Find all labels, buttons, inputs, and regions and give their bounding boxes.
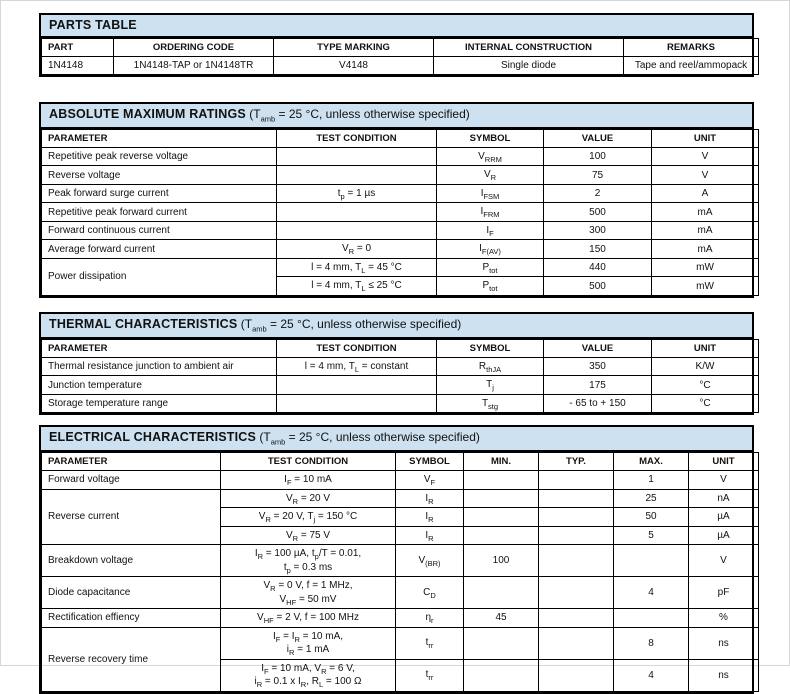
table-cell bbox=[277, 203, 437, 222]
table-cell: $I_F = I_R = 10$ mA, $i_R = 1$ mA bbox=[221, 627, 396, 659]
table-cell: V4148 bbox=[274, 57, 434, 75]
parts-table-section bbox=[39, 13, 754, 77]
table-cell: Storage temperature range bbox=[42, 394, 277, 413]
table-cell bbox=[539, 471, 614, 490]
table-row bbox=[42, 609, 759, 628]
header-row bbox=[42, 129, 759, 147]
column-header: INTERNAL CONSTRUCTION bbox=[434, 39, 624, 57]
table-cell: Tape and reel/ammopack bbox=[624, 57, 759, 75]
column-header: TYPE MARKING bbox=[274, 39, 434, 57]
table-cell: V bbox=[652, 147, 759, 166]
column-header: PARAMETER bbox=[42, 129, 277, 147]
table-cell bbox=[539, 545, 614, 577]
table-row bbox=[42, 221, 759, 240]
table-row bbox=[42, 166, 759, 185]
table-row bbox=[42, 545, 759, 577]
table-cell: 1 bbox=[614, 471, 689, 490]
table-row bbox=[42, 240, 759, 259]
table-cell: Breakdown voltage bbox=[42, 545, 221, 577]
table-cell: Repetitive peak reverse voltage bbox=[42, 147, 277, 166]
table-cell: µA bbox=[689, 508, 759, 527]
table-cell bbox=[539, 489, 614, 508]
table-cell: 300 bbox=[544, 221, 652, 240]
table-cell: mW bbox=[652, 258, 759, 277]
table-row bbox=[42, 489, 759, 508]
table-cell: 2 bbox=[544, 184, 652, 203]
table-row bbox=[42, 184, 759, 203]
data-table bbox=[41, 339, 759, 414]
table-cell: Power dissipation bbox=[42, 258, 277, 295]
table-title: ELECTRICAL CHARACTERISTICS bbox=[49, 430, 257, 445]
table-title-condition: ($T_{amb} = 25$ °C, unless otherwise specified) bbox=[245, 107, 470, 124]
absolute-maximum-ratings-section bbox=[39, 102, 754, 298]
table-row bbox=[42, 627, 759, 659]
table-cell: Forward continuous current bbox=[42, 221, 277, 240]
column-header: VALUE bbox=[544, 129, 652, 147]
column-header: UNIT bbox=[689, 453, 759, 471]
table-cell: 440 bbox=[544, 258, 652, 277]
table-row bbox=[42, 394, 759, 413]
table-title-band bbox=[41, 104, 752, 129]
column-header: MIN. bbox=[464, 453, 539, 471]
electrical-characteristics-section bbox=[39, 425, 754, 693]
table-cell bbox=[464, 471, 539, 490]
table-cell: 45 bbox=[464, 609, 539, 628]
table-cell: 100 bbox=[464, 545, 539, 577]
column-header: ORDERING CODE bbox=[114, 39, 274, 57]
table-cell: V bbox=[652, 166, 759, 185]
table-cell bbox=[539, 508, 614, 527]
column-header: VALUE bbox=[544, 339, 652, 357]
column-header: UNIT bbox=[652, 129, 759, 147]
column-header: UNIT bbox=[652, 339, 759, 357]
table-cell: mW bbox=[652, 277, 759, 296]
table-cell bbox=[539, 577, 614, 609]
table-cell bbox=[464, 659, 539, 691]
header-row bbox=[42, 453, 759, 471]
table-cell: $I_{FRM}$ bbox=[437, 203, 544, 222]
column-header: SYMBOL bbox=[396, 453, 464, 471]
table-cell: $I_R = 100$ µA, $t_p/T = 0.01$, $t_p = 0.3$ ms bbox=[221, 545, 396, 577]
table-cell: 4 bbox=[614, 577, 689, 609]
table-title: PARTS TABLE bbox=[49, 18, 137, 32]
table-cell: 8 bbox=[614, 627, 689, 659]
table-cell: Reverse voltage bbox=[42, 166, 277, 185]
thermal-characteristics-section bbox=[39, 312, 754, 415]
table-cell: °C bbox=[652, 376, 759, 395]
table-cell: Forward voltage bbox=[42, 471, 221, 490]
table-cell bbox=[277, 394, 437, 413]
table-cell: V bbox=[689, 545, 759, 577]
table-title-band bbox=[41, 314, 752, 339]
header-row bbox=[42, 39, 759, 57]
table-cell: $t_p = 1$ µs bbox=[277, 184, 437, 203]
table-row bbox=[42, 376, 759, 395]
table-cell: $T_{stg}$ bbox=[437, 394, 544, 413]
table-cell bbox=[277, 147, 437, 166]
table-cell: $V_R = 0$ V, f = 1 MHz, $V_{HF} = 50$ mV bbox=[221, 577, 396, 609]
table-cell: $t_{rr}$ bbox=[396, 659, 464, 691]
table-cell: % bbox=[689, 609, 759, 628]
table-cell: Diode capacitance bbox=[42, 577, 221, 609]
table-cell: °C bbox=[652, 394, 759, 413]
table-title-condition: ($T_{amb} = 25$ °C, unless otherwise specified) bbox=[256, 430, 480, 447]
table-cell: $P_{tot}$ bbox=[437, 277, 544, 296]
table-cell: A bbox=[652, 184, 759, 203]
column-header: TEST CONDITION bbox=[277, 339, 437, 357]
table-cell: Rectification effiency bbox=[42, 609, 221, 628]
table-cell bbox=[539, 609, 614, 628]
table-cell bbox=[464, 627, 539, 659]
table-cell: Peak forward surge current bbox=[42, 184, 277, 203]
table-cell: 75 bbox=[544, 166, 652, 185]
table-row bbox=[42, 203, 759, 222]
column-header: PARAMETER bbox=[42, 339, 277, 357]
table-cell: Single diode bbox=[434, 57, 624, 75]
table-title: THERMAL CHARACTERISTICS bbox=[49, 316, 238, 331]
table-row bbox=[42, 357, 759, 376]
table-cell: l = 4 mm, $T_L \le 25$ °C bbox=[277, 277, 437, 296]
table-cell: $I_F$ bbox=[437, 221, 544, 240]
table-cell bbox=[277, 221, 437, 240]
table-cell: l = 4 mm, $T_L = 45$ °C bbox=[277, 258, 437, 277]
table-cell: 100 bbox=[544, 147, 652, 166]
table-cell: 1N4148-TAP or 1N4148TR bbox=[114, 57, 274, 75]
data-table bbox=[41, 452, 759, 692]
table-cell bbox=[277, 166, 437, 185]
table-row bbox=[42, 577, 759, 609]
table-cell: $I_{FSM}$ bbox=[437, 184, 544, 203]
table-cell: Thermal resistance junction to ambient air bbox=[42, 357, 277, 376]
table-cell: Average forward current bbox=[42, 240, 277, 259]
table-cell: $V_{HF} = 2$ V, f = 100 MHz bbox=[221, 609, 396, 628]
column-header: MAX. bbox=[614, 453, 689, 471]
table-cell: mA bbox=[652, 203, 759, 222]
table-cell: mA bbox=[652, 240, 759, 259]
table-cell: 50 bbox=[614, 508, 689, 527]
data-table bbox=[41, 129, 759, 296]
table-cell: $\eta_r$ bbox=[396, 609, 464, 628]
table-cell: $V_F$ bbox=[396, 471, 464, 490]
table-cell: Repetitive peak forward current bbox=[42, 203, 277, 222]
table-cell: 25 bbox=[614, 489, 689, 508]
table-row bbox=[42, 471, 759, 490]
table-title: ABSOLUTE MAXIMUM RATINGS bbox=[49, 107, 246, 121]
table-cell: $V_R = 0$ bbox=[277, 240, 437, 259]
column-header: TYP. bbox=[539, 453, 614, 471]
table-cell: K/W bbox=[652, 357, 759, 376]
table-cell bbox=[464, 577, 539, 609]
table-cell bbox=[464, 508, 539, 527]
table-cell: - 65 to + 150 bbox=[544, 394, 652, 413]
column-header: SYMBOL bbox=[437, 129, 544, 147]
table-cell bbox=[614, 609, 689, 628]
table-cell: 500 bbox=[544, 277, 652, 296]
table-cell: 350 bbox=[544, 357, 652, 376]
table-cell bbox=[464, 526, 539, 545]
table-cell: $C_D$ bbox=[396, 577, 464, 609]
table-cell: $I_F = 10$ mA, $V_R = 6$ V, $i_R = 0.1$ x $I_R$, $R_L = 100$ Ω bbox=[221, 659, 396, 691]
table-cell: $V_R = 20$ V bbox=[221, 489, 396, 508]
table-cell: mA bbox=[652, 221, 759, 240]
table-cell: $T_j$ bbox=[437, 376, 544, 395]
table-cell: $V_{(BR)}$ bbox=[396, 545, 464, 577]
table-title-band bbox=[41, 427, 752, 452]
table-cell bbox=[539, 627, 614, 659]
header-row bbox=[42, 339, 759, 357]
table-row bbox=[42, 147, 759, 166]
table-cell: 500 bbox=[544, 203, 652, 222]
table-cell bbox=[464, 489, 539, 508]
column-header: PARAMETER bbox=[42, 453, 221, 471]
table-cell bbox=[539, 526, 614, 545]
table-cell: µA bbox=[689, 526, 759, 545]
table-cell: $t_{rr}$ bbox=[396, 627, 464, 659]
column-header: PART bbox=[42, 39, 114, 57]
table-cell: $R_{thJA}$ bbox=[437, 357, 544, 376]
table-cell bbox=[277, 376, 437, 395]
table-cell: $P_{tot}$ bbox=[437, 258, 544, 277]
table-cell: 4 bbox=[614, 659, 689, 691]
table-cell bbox=[539, 659, 614, 691]
column-header: TEST CONDITION bbox=[221, 453, 396, 471]
column-header: REMARKS bbox=[624, 39, 759, 57]
table-cell: $V_R = 75$ V bbox=[221, 526, 396, 545]
table-row bbox=[42, 57, 759, 75]
table-cell: $I_R$ bbox=[396, 508, 464, 527]
table-cell: $V_R$ bbox=[437, 166, 544, 185]
table-cell: $I_R$ bbox=[396, 489, 464, 508]
table-cell: ns bbox=[689, 627, 759, 659]
table-cell: $V_{RRM}$ bbox=[437, 147, 544, 166]
table-cell: Reverse recovery time bbox=[42, 627, 221, 691]
table-cell: l = 4 mm, $T_L$ = constant bbox=[277, 357, 437, 376]
table-cell: ns bbox=[689, 659, 759, 691]
column-header: SYMBOL bbox=[437, 339, 544, 357]
table-cell: 175 bbox=[544, 376, 652, 395]
table-cell: Junction temperature bbox=[42, 376, 277, 395]
table-cell: $V_R = 20$ V, $T_j = 150$ °C bbox=[221, 508, 396, 527]
table-cell: 1N4148 bbox=[42, 57, 114, 75]
table-cell: 5 bbox=[614, 526, 689, 545]
table-cell: Reverse current bbox=[42, 489, 221, 545]
table-cell: $I_{F(AV)}$ bbox=[437, 240, 544, 259]
table-cell: V bbox=[689, 471, 759, 490]
table-cell: 150 bbox=[544, 240, 652, 259]
table-cell bbox=[614, 545, 689, 577]
column-header: TEST CONDITION bbox=[277, 129, 437, 147]
table-cell: nA bbox=[689, 489, 759, 508]
table-row bbox=[42, 258, 759, 277]
data-table bbox=[41, 38, 759, 75]
table-cell: pF bbox=[689, 577, 759, 609]
table-title-condition: ($T_{amb} = 25$ °C, unless otherwise specified) bbox=[237, 316, 462, 334]
table-cell: $I_F = 10$ mA bbox=[221, 471, 396, 490]
table-title-band bbox=[41, 15, 752, 38]
table-cell: $I_R$ bbox=[396, 526, 464, 545]
